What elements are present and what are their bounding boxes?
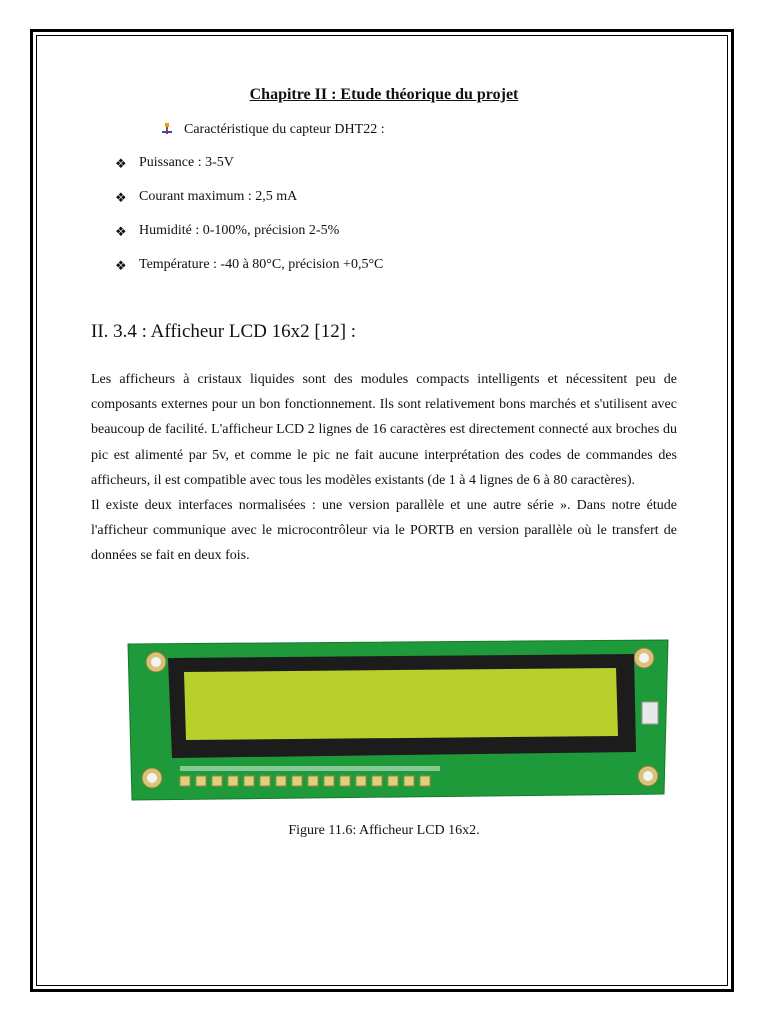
- sensor-heading-text: Caractéristique du capteur DHT22 :: [184, 122, 385, 137]
- list-item: [115, 155, 383, 189]
- spec-text: Température : -40 à 80°C, précision +0,5°C: [139, 257, 384, 272]
- list-item: [115, 189, 383, 223]
- list-item: [115, 257, 383, 291]
- paragraph: Il existe deux interfaces normalisées : une version parallèle et une autre série ». Dans notre étude l'afficheur communique avec le microcontrôleur via le PORTB en version parallèle où le transfert de données se fait en deux fois.: [91, 498, 677, 564]
- figure-caption: Figure 11.6: Afficheur LCD 16x2.: [288, 823, 480, 838]
- lcd-module-image: [122, 630, 674, 808]
- mounting-hole: [147, 773, 157, 783]
- diamond-bullet-icon: ❖: [115, 190, 127, 205]
- section-title: II. 3.4 : Afficheur LCD 16x2 [12] :: [91, 321, 357, 342]
- list-item: [115, 223, 383, 257]
- diamond-bullet-icon: ❖: [115, 258, 127, 273]
- bullet-arrow-icon: [160, 123, 174, 137]
- spec-text: Courant maximum : 2,5 mA: [139, 189, 298, 204]
- mounting-hole: [643, 771, 653, 781]
- silkscreen-labels: [180, 766, 440, 771]
- diamond-bullet-icon: ❖: [115, 224, 127, 239]
- sensor-heading: [160, 122, 385, 138]
- mounting-hole: [151, 657, 161, 667]
- side-connector: [642, 702, 658, 724]
- chapter-title: Chapitre II : Etude théorique du projet: [249, 86, 519, 103]
- mounting-hole: [639, 653, 649, 663]
- paragraph: Les afficheurs à cristaux liquides sont des modules compacts intelligents et nécessitent peu de composants externes pour un bon fonctionnement. Ils sont relativement bons marchés et s'utilisent avec beaucoup de facilité. L'afficheur LCD 2 lignes de 16 caractères est directement connecté aux broches du pic est alimenté par 5v, et comme le pic ne fait aucune interprétation des codes de commandes des afficheurs, il est compatible avec tous les modèles existants (de 1 à 4 lignes de 6 à 80 caractères).: [91, 372, 677, 488]
- spec-text: Puissance : 3-5V: [139, 155, 234, 170]
- body-text: [91, 367, 677, 569]
- diamond-bullet-icon: ❖: [115, 156, 127, 171]
- spec-list: [115, 155, 383, 291]
- spec-text: Humidité : 0-100%, précision 2-5%: [139, 223, 340, 238]
- lcd-screen: [184, 668, 618, 740]
